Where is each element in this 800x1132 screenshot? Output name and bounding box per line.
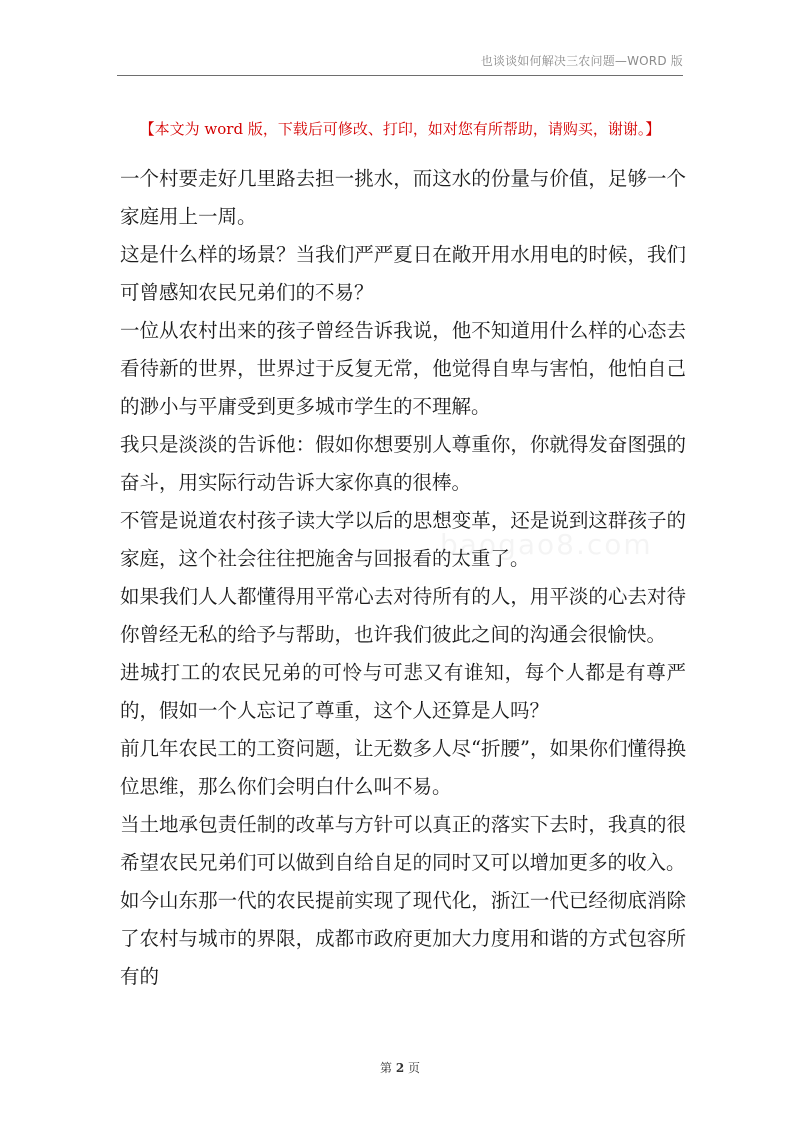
- body-text: [120, 160, 686, 996]
- purchase-notice: 【本文为 word 版，下载后可修改、打印，如对您有所帮助，请购买，谢谢。】: [139, 120, 661, 138]
- paragraph: 我只是淡淡的告诉他：假如你想要别人尊重你，你就得发奋图强的奋斗，用实际行动告诉大家你真的很棒。: [120, 433, 686, 494]
- running-header: 也谈谈如何解决三农问题—WORD 版: [480, 54, 683, 68]
- paragraph: 前几年农民工的工资问题，让无数多人尽“折腰”，如果你们懂得换位思维，那么你们会明白什么叫不易。: [120, 737, 686, 798]
- paragraph: 这是什么样的场景？当我们严严夏日在敞开用水用电的时候，我们可曾感知农民兄弟们的不易？: [120, 243, 686, 304]
- page-number: 2: [395, 1061, 405, 1075]
- footer-prefix: 第: [379, 1061, 392, 1075]
- footer-suffix: 页: [408, 1061, 421, 1075]
- paragraph: 进城打工的农民兄弟的可怜与可悲又有谁知，每个人都是有尊严的，假如一个人忘记了尊重，这个人还算是人吗？: [120, 661, 686, 722]
- page-footer: [0, 1059, 800, 1076]
- paragraph: 如今山东那一代的农民提前实现了现代化，浙江一代已经彻底消除了农村与城市的界限，成都市政府更加大力度用和谐的方式包容所有的: [120, 889, 686, 988]
- paragraph: 如果我们人人都懂得用平常心去对待所有的人，用平淡的心去对待你曾经无私的给予与帮助，也许我们彼此之间的沟通会很愉快。: [120, 585, 686, 646]
- paragraph: 一个村要走好几里路去担一挑水，而这水的份量与价值，足够一个家庭用上一周。: [120, 167, 686, 228]
- paragraph: 不管是说道农村孩子读大学以后的思想变革，还是说到这群孩子的家庭，这个社会往往把施舍与回报看的太重了。: [120, 509, 686, 570]
- paragraph: 当土地承包责任制的改革与方针可以真正的落实下去时，我真的很希望农民兄弟们可以做到自给自足的同时又可以增加更多的收入。: [120, 813, 686, 874]
- header-rule: [117, 75, 683, 76]
- paragraph: 一位从农村出来的孩子曾经告诉我说，他不知道用什么样的心态去看待新的世界，世界过于反复无常，他觉得自卑与害怕，他怕自己的渺小与平庸受到更多城市学生的不理解。: [120, 319, 686, 418]
